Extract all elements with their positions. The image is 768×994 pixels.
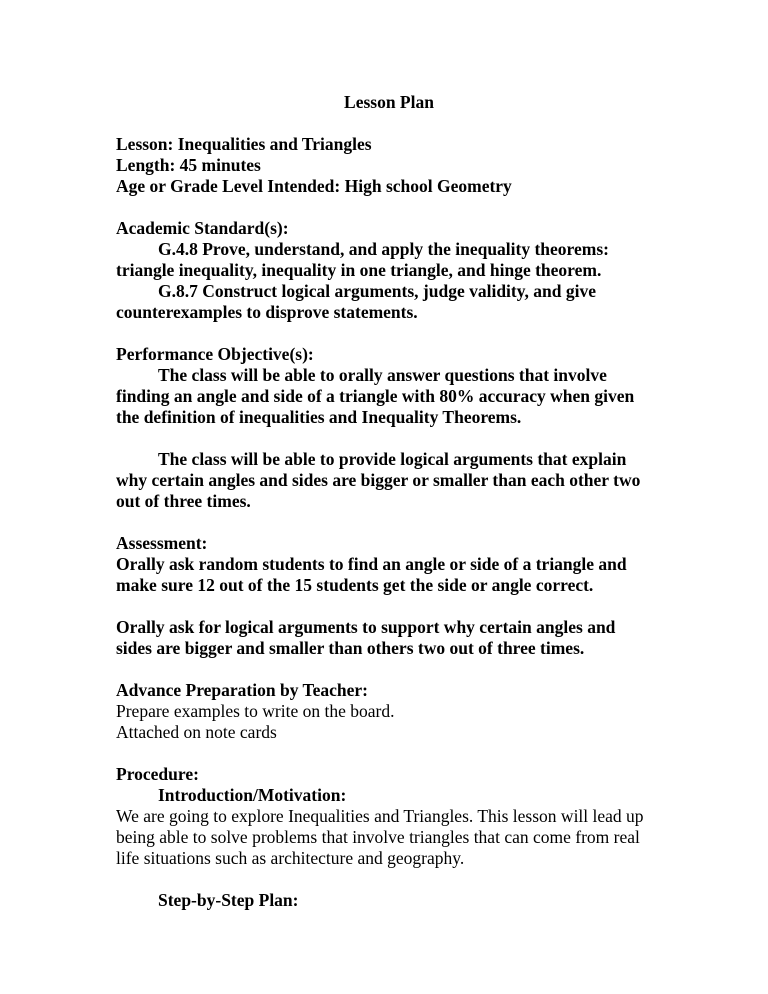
introduction-line1: We are going to explore Inequalities and Triangles. This lesson will lead up [116,806,644,826]
preparation-line2: Attached on note cards [116,722,277,742]
lesson-name: Lesson: Inequalities and Triangles [116,134,372,154]
objective-2-line2: why certain angles and sides are bigger or smaller than each other two [116,470,641,490]
performance-objectives-section [116,344,656,512]
objective-1-line3: the definition of inequalities and Inequality Theorems. [116,407,522,427]
objective-2-line1: The class will be able to provide logical arguments that explain [158,449,627,469]
objective-2-line3: out of three times. [116,491,251,511]
preparation-heading: Advance Preparation by Teacher: [116,680,368,700]
introduction-heading: Introduction/Motivation: [158,785,347,805]
preparation-line1: Prepare examples to write on the board. [116,701,395,721]
standard-g48-line1: G.4.8 Prove, understand, and apply the inequality theorems: [158,239,609,259]
procedure-heading: Procedure: [116,764,199,784]
document-page [116,92,656,911]
document-title: Lesson Plan [344,92,434,112]
lesson-length: Length: 45 minutes [116,155,261,175]
assessment-2-line2: sides are bigger and smaller than others two out of three times. [116,638,585,658]
assessment-1-line1: Orally ask random students to find an angle or side of a triangle and [116,554,627,574]
standard-g87-line2: counterexamples to disprove statements. [116,302,418,322]
standards-heading: Academic Standard(s): [116,218,289,238]
standard-g87-line1: G.8.7 Construct logical arguments, judge validity, and give [158,281,596,301]
advance-preparation-section [116,680,656,743]
assessment-2-line1: Orally ask for logical arguments to support why certain angles and [116,617,616,637]
lesson-info [116,134,656,197]
objective-1-line1: The class will be able to orally answer questions that involve [158,365,607,385]
introduction-line2: being able to solve problems that involve triangles that can come from real [116,827,640,847]
procedure-section [116,764,656,911]
step-by-step-heading: Step-by-Step Plan: [158,890,299,910]
assessment-section [116,533,656,659]
assessment-heading: Assessment: [116,533,208,553]
introduction-line3: life situations such as architecture and geography. [116,848,465,868]
standard-g48-line2: triangle inequality, inequality in one triangle, and hinge theorem. [116,260,602,280]
objective-1-line2: finding an angle and side of a triangle with 80% accuracy when given [116,386,635,406]
objectives-heading: Performance Objective(s): [116,344,314,364]
assessment-1-line2: make sure 12 out of the 15 students get the side or angle correct. [116,575,594,595]
academic-standards-section [116,218,656,323]
grade-level: Age or Grade Level Intended: High school Geometry [116,176,512,196]
